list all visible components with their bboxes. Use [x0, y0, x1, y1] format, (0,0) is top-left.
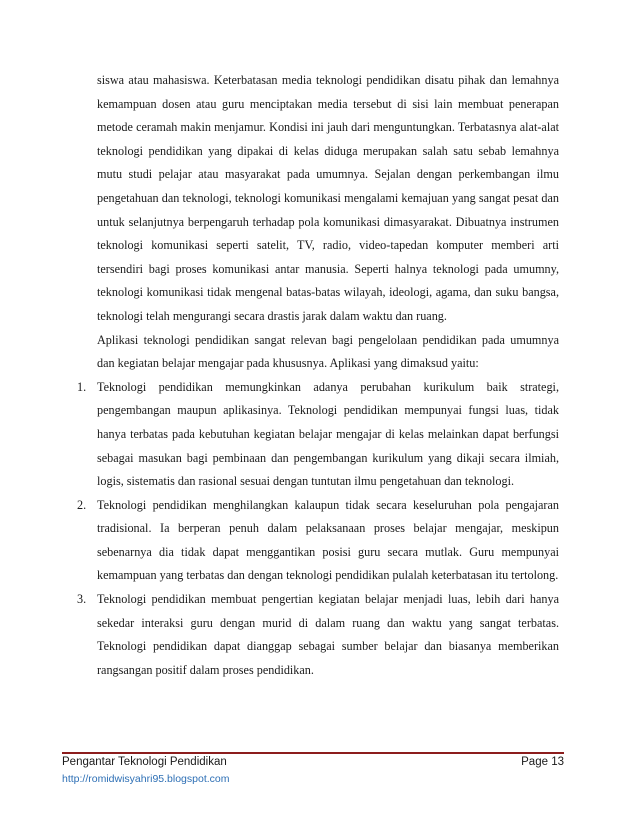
- list-number: 1.: [77, 379, 87, 394]
- paragraph-intro: siswa atau mahasiswa. Keterbatasan media teknologi pendidikan disatu pihak dan lemahnya kemampuan dosen atau guru menciptakan media tersebut di sisi lain membuat penerapan metode ceramah makin menjamur. Kondisi ini jauh dari menguntungkan. Terbatasnya alat-alat teknologi pendidikan yang dipakai di kelas diduga merupakan salah satu sebab lemahnya mutu studi pelajar atau masyarakat pada umumnya. Sejalan dengan perkembangan ilmu pengetahuan dan teknologi, teknologi komunikasi mengalami kemajuan yang sangat pesat dan untuk selanjutnya berpengaruh terhadap pola komunikasi dimasyarakat. Dibuatnya instrumen teknologi komunikasi seperti satelit, TV, radio, video-tapedan komputer memberi arti tersendiri bagi proses komunikasi antar manusia. Seperti halnya teknologi pada umumny, teknologi komunikasi tidak mengenal batas-batas wilayah, ideologi, agama, dan suku bangsa, teknologi telah mengurangi secara drastis jarak dalam waktu dan ruang.: [97, 73, 559, 323]
- footer-url-link[interactable]: http://romidwisyahri95.blogspot.com: [62, 773, 230, 785]
- list-item-text: Teknologi pendidikan menghilangkan kalaupun tidak secara keseluruhan pola pengajaran tradisional. Ia berperan penuh dalam pelaksanaan proses belajar mengajar, meskipun sebenarnya dia tidak dapat menggantikan posisi guru secara mutlak. Guru mempunyai kemampuan yang terbatas dan dengan teknologi pendidikan pulalah keterbatasan itu tertolong.: [97, 497, 559, 583]
- footer-title: Pengantar Teknologi Pendidikan: [62, 756, 227, 768]
- page-body: [77, 69, 559, 682]
- list-number: 3.: [77, 592, 87, 607]
- footer-divider: [62, 752, 564, 754]
- list-item: [77, 376, 559, 494]
- numbered-list: [77, 376, 559, 683]
- list-item-text: Teknologi pendidikan membuat pengertian kegiatan belajar menjadi luas, lebih dari hanya sekedar interaksi guru dengan murid di dalam ruang dan waktu yang sangat terbatas. Teknologi pendidikan dapat dianggap sebagai sumber belajar dan biasanya memberikan rangsangan positif dalam proses pendidikan.: [97, 592, 559, 677]
- list-item: [77, 588, 559, 682]
- list-item: [77, 494, 559, 588]
- list-number: 2.: [77, 497, 87, 512]
- paragraph-aplikasi: Aplikasi teknologi pendidikan sangat relevan bagi pengelolaan pendidikan pada umumnya dan kegiatan belajar mengajar pada khususnya. Aplikasi yang dimaksud yaitu:: [97, 332, 559, 371]
- list-item-text: Teknologi pendidikan memungkinkan adanya perubahan kurikulum baik strategi, pengembangan maupun aplikasinya. Teknologi pendidikan mempunyai fungsi luas, tidak hanya terbatas pada kebutuhan kegiatan belajar mengajar di kelas melainkan dapat berfungsi sebagai masukan bagi pembinaan dan pengembangan kurikulum yang dikaji secara ilmiah, logis, sistematis dan rasional sesuai dengan tuntutan ilmu pengetahuan dan teknologi.: [97, 379, 559, 489]
- page-number: Page 13: [521, 756, 564, 768]
